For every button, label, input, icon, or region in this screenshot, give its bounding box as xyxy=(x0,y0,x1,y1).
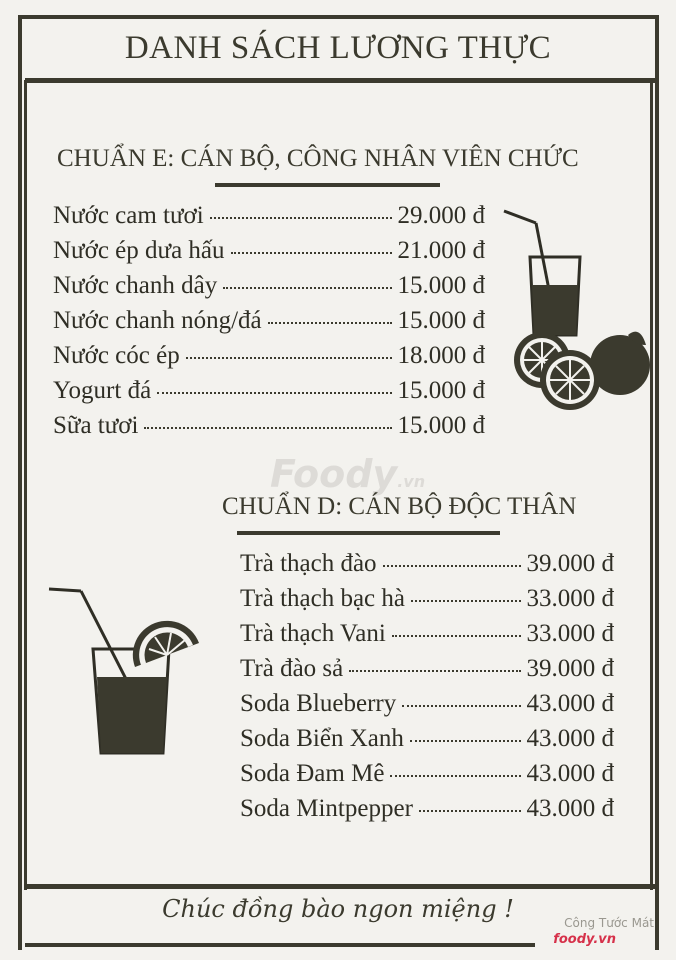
item-name: Nước chanh dây xyxy=(53,272,218,299)
foody-watermark xyxy=(270,452,425,496)
menu-item xyxy=(53,342,485,377)
item-price: 29.000 đ xyxy=(397,202,485,229)
section-d-title: CHUẨN D: CÁN BỘ ĐỘC THÂN xyxy=(222,493,577,520)
section-e-title: CHUẨN E: CÁN BỘ, CÔNG NHÂN VIÊN CHỨC xyxy=(57,145,579,172)
menu-item xyxy=(240,795,614,830)
frame-right-inner-line xyxy=(650,80,653,890)
frame-left-line xyxy=(18,15,22,950)
dot-leader xyxy=(231,252,392,254)
item-price: 33.000 đ xyxy=(526,585,614,612)
menu-item xyxy=(240,585,614,620)
section-d-menu-list xyxy=(240,550,614,830)
item-name: Yogurt đá xyxy=(53,377,152,404)
frame-header-line xyxy=(25,78,655,83)
frame-footer-line xyxy=(25,884,655,889)
dot-leader xyxy=(144,427,391,429)
dot-leader xyxy=(186,357,392,359)
item-name: Nước chanh nóng/đá xyxy=(53,307,262,334)
section-d-underline xyxy=(237,531,500,535)
item-price: 15.000 đ xyxy=(397,272,485,299)
item-price: 39.000 đ xyxy=(526,655,614,682)
item-price: 15.000 đ xyxy=(397,412,485,439)
menu-item xyxy=(53,307,485,342)
dot-leader xyxy=(410,740,521,742)
menu-item xyxy=(53,272,485,307)
item-name: Nước ép dưa hấu xyxy=(53,237,225,264)
menu-item xyxy=(240,550,614,585)
dot-leader xyxy=(383,565,521,567)
section-e-menu-list xyxy=(53,202,485,447)
item-name: Sữa tươi xyxy=(53,412,139,439)
item-price: 43.000 đ xyxy=(526,690,614,717)
foody-logo: foody.vn xyxy=(553,932,616,947)
menu-item xyxy=(53,412,485,447)
menu-item xyxy=(240,760,614,795)
dot-leader xyxy=(419,810,521,812)
dot-leader xyxy=(392,635,521,637)
menu-item xyxy=(53,377,485,412)
item-name: Trà thạch bạc hà xyxy=(240,585,405,612)
item-price: 43.000 đ xyxy=(526,795,614,822)
item-name: Soda Blueberry xyxy=(240,690,397,717)
footer-greeting: Chúc đồng bào ngon miệng ! xyxy=(162,895,514,923)
dot-leader xyxy=(402,705,520,707)
item-price: 21.000 đ xyxy=(397,237,485,264)
watermark-main: Foody xyxy=(270,452,398,496)
menu-item xyxy=(53,237,485,272)
orange-juice-icon xyxy=(500,205,650,415)
menu-item xyxy=(240,725,614,760)
menu-item xyxy=(240,655,614,690)
item-name: Trà thạch đào xyxy=(240,550,377,577)
dot-leader xyxy=(268,322,392,324)
frame-bottom-line xyxy=(25,943,535,947)
item-name: Soda Đam Mê xyxy=(240,760,385,787)
lemon-drink-icon xyxy=(45,585,210,760)
dot-leader xyxy=(157,392,391,394)
item-name: Nước cam tươi xyxy=(53,202,204,229)
item-name: Soda Mintpepper xyxy=(240,795,413,822)
watermark-suffix: .vn xyxy=(397,472,426,491)
item-name: Trà thạch Vani xyxy=(240,620,386,647)
item-price: 39.000 đ xyxy=(526,550,614,577)
page-title: DANH SÁCH LƯƠNG THỰC xyxy=(124,30,552,66)
frame-right-line xyxy=(655,15,659,950)
dot-leader xyxy=(349,670,520,672)
item-name: Soda Biển Xanh xyxy=(240,725,404,752)
photo-credit: Công Tước Mát xyxy=(564,916,654,930)
item-price: 15.000 đ xyxy=(397,307,485,334)
item-price: 33.000 đ xyxy=(526,620,614,647)
frame-top-line xyxy=(18,15,658,19)
item-price: 43.000 đ xyxy=(526,760,614,787)
menu-item xyxy=(240,690,614,725)
menu-item xyxy=(240,620,614,655)
section-e-underline xyxy=(215,183,440,187)
item-price: 43.000 đ xyxy=(526,725,614,752)
item-name: Trà đào sả xyxy=(240,655,344,682)
item-price: 15.000 đ xyxy=(397,377,485,404)
dot-leader xyxy=(390,775,520,777)
frame-left-inner-line xyxy=(24,80,27,890)
dot-leader xyxy=(411,600,521,602)
item-name: Nước cóc ép xyxy=(53,342,180,369)
dot-leader xyxy=(223,287,391,289)
item-price: 18.000 đ xyxy=(397,342,485,369)
dot-leader xyxy=(210,217,392,219)
menu-item xyxy=(53,202,485,237)
